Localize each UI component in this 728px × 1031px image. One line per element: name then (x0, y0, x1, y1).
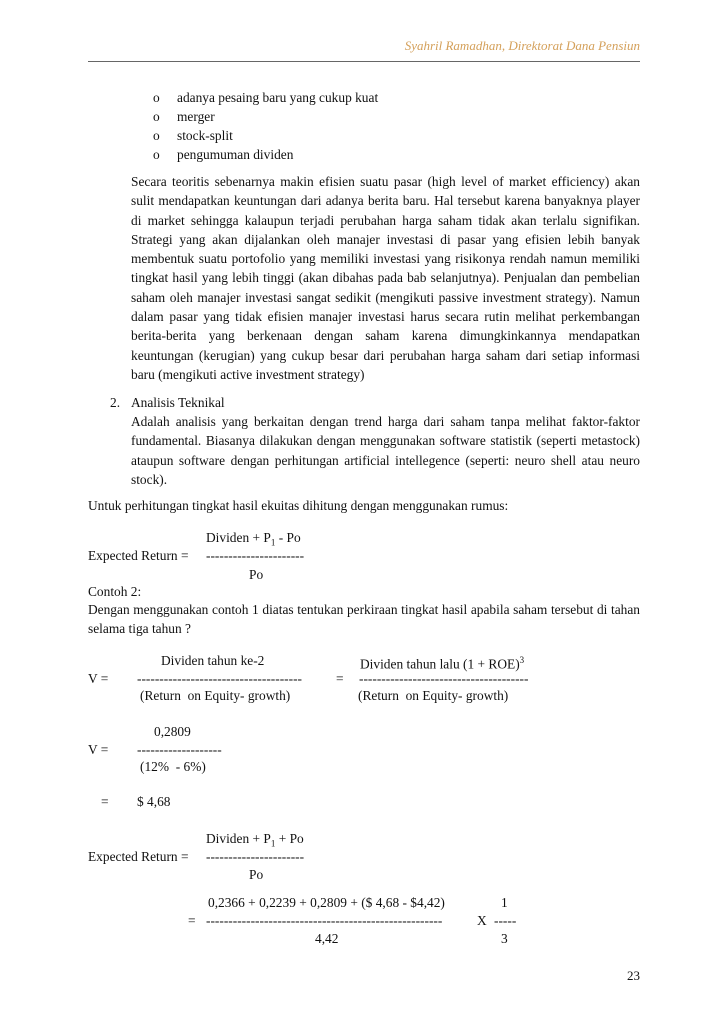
eq1-equals: = (336, 671, 344, 686)
list-item-text: merger (177, 109, 215, 124)
page-number: 23 (627, 968, 640, 983)
eq1-fraction-line-right: -------------------------------------- (359, 671, 529, 686)
eq4-times: X (477, 913, 487, 928)
formula1-label: Expected Return = (88, 548, 189, 563)
eq2-numerator: 0,2809 (154, 724, 191, 739)
bullet-list (153, 88, 553, 164)
eq4-short-line: ----- (494, 913, 517, 928)
formula2-label: Expected Return = (88, 849, 189, 864)
eq1-fraction-line-left: ------------------------------------- (137, 671, 302, 686)
running-header: Syahril Ramadhan, Direktorat Dana Pensiun (404, 38, 640, 53)
list-item (153, 126, 553, 145)
eq1-denominator-right: (Return on Equity- growth) (358, 688, 509, 703)
eq1-label: V = (88, 671, 109, 686)
formula2-fraction-line: ---------------------- (206, 849, 305, 864)
section-number: 2. (110, 395, 121, 410)
eq4-denominator: 4,42 (315, 931, 339, 946)
list-item-text: stock-split (177, 128, 233, 143)
bullet-marker: o (153, 109, 160, 124)
formula1-numerator: Dividen + $P_1$ - Po (206, 530, 301, 548)
eq4-fraction-line: ----------------------------------------------------- (206, 913, 443, 928)
formula2-numerator: Dividen + $P_1 + Po$ (206, 831, 304, 849)
eq4-equals: = (188, 913, 196, 928)
section-body: Adalah analisis yang berkaitan dengan trend harga dari saham tanpa melihat faktor-faktor fundamental. Biasanya dilakukan dengan menggunakan software statistik (seperti metastock) ataupun software dengan perhitungan artificial intellegence (seperti: neuro shell atau neuro stock). (131, 414, 640, 487)
formula-intro: Untuk perhitungan tingkat hasil ekuitas dihitung dengan menggunakan rumus: (88, 498, 509, 513)
eq1-denominator-left: (Return on Equity- growth) (140, 688, 291, 703)
eq2-label: V = (88, 742, 109, 757)
list-item (153, 88, 553, 107)
list-item-text: pengumuman dividen (177, 147, 294, 162)
formula1-denominator: Po (249, 567, 264, 582)
eq2-denominator: (12% - 6%) (140, 759, 206, 774)
section-title: Analisis Teknikal (131, 395, 225, 410)
eq1-numerator-left: Dividen tahun ke-2 (161, 653, 265, 668)
eq4-one: 1 (501, 895, 508, 910)
eq1-numerator-right: Dividen tahun lalu (1 + ROE)$^3$ (360, 655, 525, 672)
example-text: Dengan menggunakan contoh 1 diatas tentukan perkiraan tingkat hasil apabila saham tersebut di tahan selama tiga tahun ? (88, 602, 640, 637)
header-rule (88, 61, 640, 62)
eq2-fraction-line: ------------------- (137, 742, 222, 757)
eq3-value: $ 4,68 (137, 794, 171, 809)
formula2-denominator: Po (249, 867, 264, 882)
formula1-fraction-line: ---------------------- (206, 548, 305, 563)
eq4-three: 3 (501, 931, 508, 946)
bullet-marker: o (153, 128, 160, 143)
bullet-marker: o (153, 90, 160, 105)
bullet-marker: o (153, 147, 160, 162)
eq3-equals: = (101, 794, 109, 809)
example-title: Contoh 2: (88, 584, 142, 599)
list-item-text: adanya pesaing baru yang cukup kuat (177, 90, 379, 105)
list-item (153, 107, 553, 126)
eq4-numerator: 0,2366 + 0,2239 + 0,2809 + ($ 4,68 - $4,42) (208, 895, 445, 910)
market-efficiency-paragraph: Secara teoritis sebenarnya makin efisien suatu pasar (high level of market efficiency) akan sulit mendapatkan keuntungan dari adanya berita baru. Hal tersebut karena banyaknya player di market sehingga kalaupun terjadi perubahan harga saham tidak akan terlalu signifikan. Strategi yang akan dijalankan oleh manajer investasi di pasar yang efisien lebih banyak membentuk suatu portofolio yang memiliki investasi yang risikonya rendah namun memiliki tingkat hasil yang lebih tinggi (akan dibahas pada bab selanjutnya). Penjualan dan pembelian saham oleh manajer investasi sangat sedikit (mengikuti passive investment strategy). Namun dalam pasar yang tidak efisien manajer investasi harus secara rutin melihat perkembangan berita-berita yang berkenaan dengan saham karena dimungkinkannya mendapatkan keuntungan (kerugian) yang cukup besar dari perubahan harga saham dari setiap informasi baru (mengikuti active investment strategy) (131, 174, 640, 382)
list-item (153, 145, 553, 164)
